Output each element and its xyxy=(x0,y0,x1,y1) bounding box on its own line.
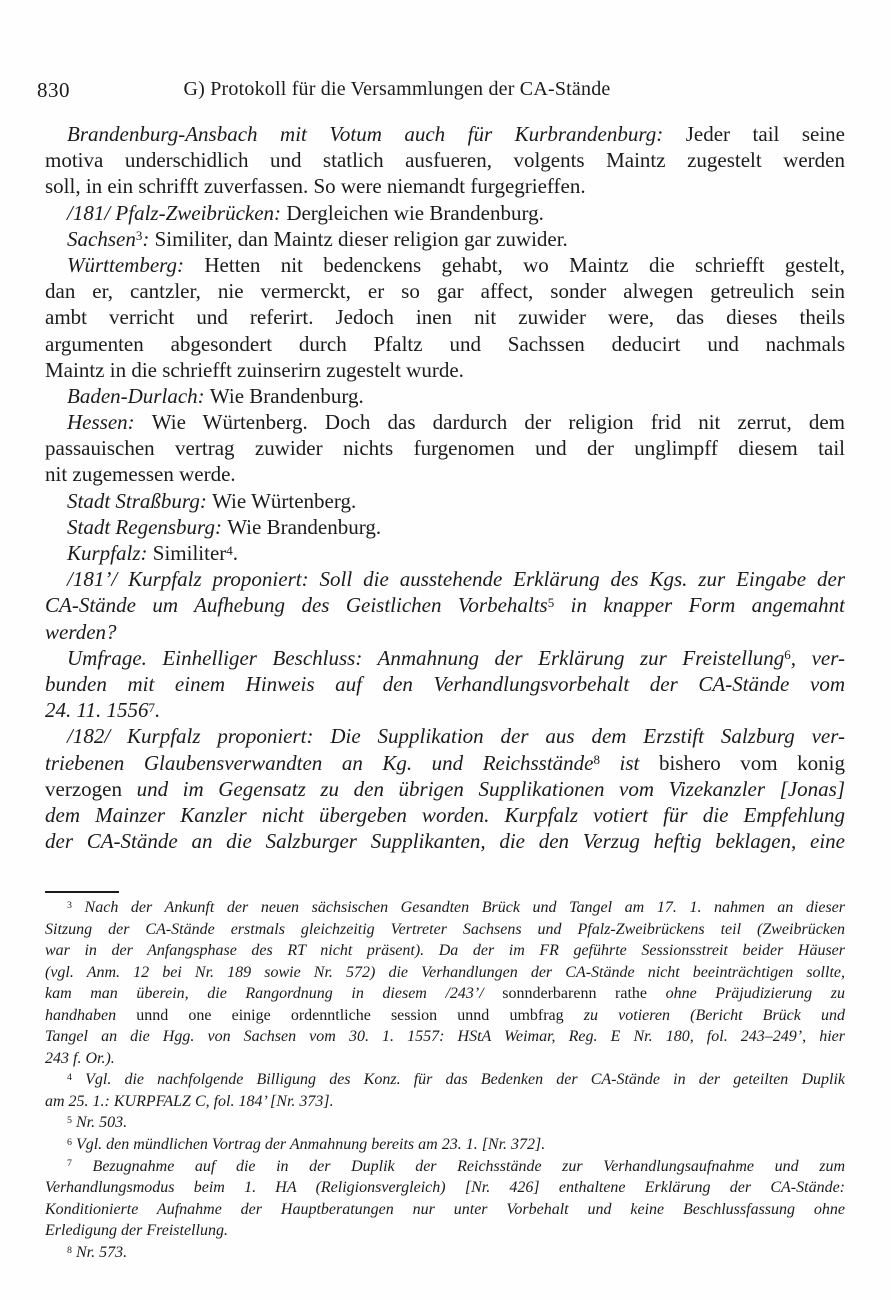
text-segment: Bezugnahme auf die in der Duplik der Reichsstände zur Verhandlungsaufnahme und zum xyxy=(71,1157,845,1175)
text-line xyxy=(45,645,845,671)
footnote-line xyxy=(45,1005,845,1027)
footnote-line xyxy=(45,1134,845,1156)
text-segment: Stadt Regensburg: xyxy=(67,514,228,539)
text-segment: Stadt Straßburg: xyxy=(67,488,213,513)
text-segment: werden? xyxy=(45,619,117,644)
footnote-line xyxy=(45,1112,845,1134)
text-segment: CA-Stände um Aufhebung des Geistlichen Vorbehalts xyxy=(45,593,548,618)
text-segment: (vgl. Anm. 12 bei Nr. 189 sowie Nr. 572) die Verhandlungen der CA-Stände nicht beeinträchtigen sollte, xyxy=(45,963,845,981)
text-segment: verzogen xyxy=(45,776,137,801)
text-segment: Hetten nit bedenckens gehabt, wo Maintz die schriefft gestelt, xyxy=(204,252,845,277)
text-segment: Maintz in die schriefft zuinserirn zugestelt wurde. xyxy=(45,357,464,382)
text-line xyxy=(45,173,845,199)
footnote-ref: 3 xyxy=(135,228,143,244)
text-segment: ist xyxy=(600,750,659,775)
footnote-line xyxy=(45,983,845,1005)
text-line xyxy=(45,802,845,828)
text-line xyxy=(45,540,845,566)
text-line xyxy=(45,461,845,487)
text-line xyxy=(45,750,845,776)
text-segment: sonnderbarenn rathe xyxy=(502,985,666,1003)
footnote-ref: 5 xyxy=(547,594,555,610)
text-segment: Sitzung der CA-Stände erstmals gleichzeitig Vertreter Sachsens und Pfalz-Zweibrückens teil (Zweibrücken xyxy=(45,920,845,938)
footnote-separator xyxy=(45,891,119,893)
text-segment: Wie Brandenburg. xyxy=(227,514,382,539)
footnote-line xyxy=(45,940,845,962)
footnote-line xyxy=(45,1177,845,1199)
text-line xyxy=(45,828,845,854)
text-segment: Wie Würtenberg. xyxy=(212,488,357,513)
text-segment: : xyxy=(142,226,155,251)
text-segment: kam man überein, die Rangordnung in diesem /243’/ xyxy=(45,985,503,1003)
footnote-ref: 6 xyxy=(67,1136,72,1148)
text-segment: passauischen vertrag zuwider nichts furgenomen und der unglimpff diesem tail xyxy=(45,436,845,461)
text-segment: Vgl. die nachfolgende Billigung des Konz. für das Bedenken der CA-Stände in der geteilten Duplik xyxy=(71,1071,845,1089)
text-line xyxy=(45,619,845,645)
text-line xyxy=(45,723,845,749)
footnotes xyxy=(45,897,845,1263)
text-segment: Baden-Durlach: xyxy=(67,383,210,408)
footnote-ref: 7 xyxy=(148,699,155,715)
footnote-line xyxy=(45,1242,845,1264)
text-segment: Erledigung der Freistellung. xyxy=(45,1222,228,1240)
text-segment: Wie Würtenberg. Doch das dardurch der religion frid nit zerrut, dem xyxy=(151,410,845,435)
text-segment: Tangel an die Hgg. von Sachsen vom 30. 1. 1557: HStA Weimar, Reg. E Nr. 180, fol. 243–249’, hier xyxy=(45,1028,845,1046)
text-segment: nit zugemessen werde. xyxy=(45,462,236,487)
text-segment: Hessen: xyxy=(67,410,152,435)
text-segment: war in der Anfangsphase des RT nicht präsent). Da der im FR geführte Sessionsstreit beider Häuser xyxy=(45,942,845,960)
text-segment: und im Gegensatz zu den übrigen Supplikationen vom Vizekanzler [Jonas] xyxy=(136,776,845,801)
text-segment: Umfrage. Einhelliger Beschluss: Anmahnung der Erklärung zur Freistellung xyxy=(67,645,785,670)
text-segment: der CA-Stände an die Salzburger Supplikanten, die den Verzug heftig beklagen, eine xyxy=(45,829,845,854)
text-segment: zu votieren (Bericht Brück und xyxy=(583,1006,845,1024)
footnote-line xyxy=(45,1199,845,1221)
text-segment: Verhandlungsmodus beim 1. HA (Religionsvergleich) [Nr. 426] enthaltene Erklärung der CA-Stände: xyxy=(45,1179,845,1197)
footnote-line xyxy=(45,1091,845,1113)
text-segment: argumenten abgesondert durch Pfaltz und Sachssen deducirt und nachmals xyxy=(45,331,845,356)
footnote-line xyxy=(45,919,845,941)
text-line xyxy=(45,331,845,357)
text-segment: . xyxy=(154,698,161,723)
text-segment: Jeder tail seine xyxy=(685,122,845,146)
text-line xyxy=(45,566,845,592)
text-segment: , ver- xyxy=(790,645,845,670)
text-line xyxy=(45,304,845,330)
text-line xyxy=(45,697,845,723)
text-line xyxy=(45,514,845,540)
footnote-ref: 6 xyxy=(784,647,791,663)
text-segment: am 25. 1.: KURPFALZ C, fol. 184’ [Nr. 373]. xyxy=(45,1092,334,1110)
text-segment: Kurpfalz: xyxy=(67,541,153,565)
text-segment: Similiter, dan Maintz dieser religion gar zuwider. xyxy=(154,226,568,251)
running-title: G) Protokoll für die Versammlungen der CA-Stände xyxy=(183,78,611,100)
text-segment: bunden mit einem Hinweis auf den Verhandlungsvorbehalt der CA-Stände vom xyxy=(45,671,845,696)
text-line xyxy=(45,776,845,802)
page-header xyxy=(37,78,845,106)
footnote-line xyxy=(45,1220,845,1242)
text-segment: ohne Präjudizierung zu xyxy=(665,985,845,1003)
text-segment: /181/ Pfalz-Zweibrücken: xyxy=(67,200,287,225)
text-segment: ambt verricht und referirt. Jedoch inen nit zuwider were, das dieses theils xyxy=(45,305,845,330)
footnote-line xyxy=(45,962,845,984)
text-line xyxy=(45,592,845,618)
footnote-ref: 4 xyxy=(67,1072,72,1084)
text-segment: soll, in ein schrifft zuverfassen. So were niemandt furgegrieffen. xyxy=(45,174,586,199)
text-segment: motiva underschidlich und statlich ausfueren, volgents Maintz zugestelt werden xyxy=(45,148,845,173)
text-segment: Sachsen xyxy=(67,226,136,251)
footnote-line xyxy=(45,1156,845,1178)
text-segment: in knapper Form angemahnt xyxy=(554,593,845,618)
footnote-ref: 8 xyxy=(593,752,601,768)
text-segment: dem Mainzer Kanzler nicht übergeben worden. Kurpfalz votiert für die Empfehlung xyxy=(45,802,845,827)
text-line xyxy=(45,409,845,435)
text-line xyxy=(45,488,845,514)
text-line xyxy=(45,200,845,226)
text-line xyxy=(45,226,845,252)
text-segment: Brandenburg-Ansbach mit Votum auch für Kurbrandenburg: xyxy=(67,122,686,146)
text-segment: 243 f. Or.). xyxy=(45,1049,115,1067)
footnote-ref: 7 xyxy=(67,1158,72,1170)
text-segment: dan er, cantzler, nie vermerckt, er so gar affect, sonder alwegen getreulich sein xyxy=(45,279,845,304)
footnote-ref: 4 xyxy=(226,542,233,558)
text-line xyxy=(45,278,845,304)
text-line xyxy=(45,671,845,697)
text-segment: 24. 11. 1556 xyxy=(45,698,149,723)
text-line xyxy=(45,435,845,461)
text-segment: Konditionierte Aufnahme der Hauptberatungen nur unter Vorbehalt und keine Beschlussfassung ohne xyxy=(45,1200,845,1218)
footnote-ref: 3 xyxy=(67,899,72,911)
text-segment: Vgl. den mündlichen Vortrag der Anmahnung bereits am 23. 1. [Nr. 372]. xyxy=(71,1136,546,1154)
text-segment: . xyxy=(232,541,239,565)
text-segment: bishero vom konig xyxy=(658,750,845,775)
text-segment: Nr. 573. xyxy=(71,1243,128,1261)
text-segment: Dergleichen wie Brandenburg. xyxy=(286,200,544,225)
text-line xyxy=(45,357,845,383)
text-line xyxy=(45,252,845,278)
footnote-line xyxy=(45,1026,845,1048)
text-segment: Similiter xyxy=(152,541,227,565)
text-line xyxy=(45,383,845,409)
footnote-ref: 5 xyxy=(67,1115,72,1127)
footnote-line xyxy=(45,1069,845,1091)
text-segment: /182/ Kurpfalz proponiert: Die Supplikation der aus dem Erzstift Salzburg ver- xyxy=(67,724,845,749)
text-segment: Württemberg: xyxy=(67,252,205,277)
text-segment: handhaben xyxy=(45,1006,137,1024)
footnote-line xyxy=(45,1048,845,1070)
text-segment: unnd one einige ordenntliche session unnd umbfrag xyxy=(136,1006,584,1024)
text-segment: Nach der Ankunft der neuen sächsischen Gesandten Brück und Tangel am 17. 1. nahmen an dieser xyxy=(71,899,845,916)
text-line xyxy=(45,121,845,147)
text-segment: triebenen Glaubensverwandten an Kg. und Reichsstände xyxy=(45,750,594,775)
footnote-ref: 8 xyxy=(67,1244,72,1256)
page-number: 830 xyxy=(37,78,70,102)
text-segment: Wie Brandenburg. xyxy=(209,383,364,408)
text-line xyxy=(45,147,845,173)
text-segment: /181’/ Kurpfalz proponiert: Soll die ausstehende Erklärung des Kgs. zur Eingabe der xyxy=(67,567,845,592)
text-segment: Nr. 503. xyxy=(71,1114,128,1132)
footnote-line xyxy=(45,897,845,919)
main-text xyxy=(45,121,845,854)
